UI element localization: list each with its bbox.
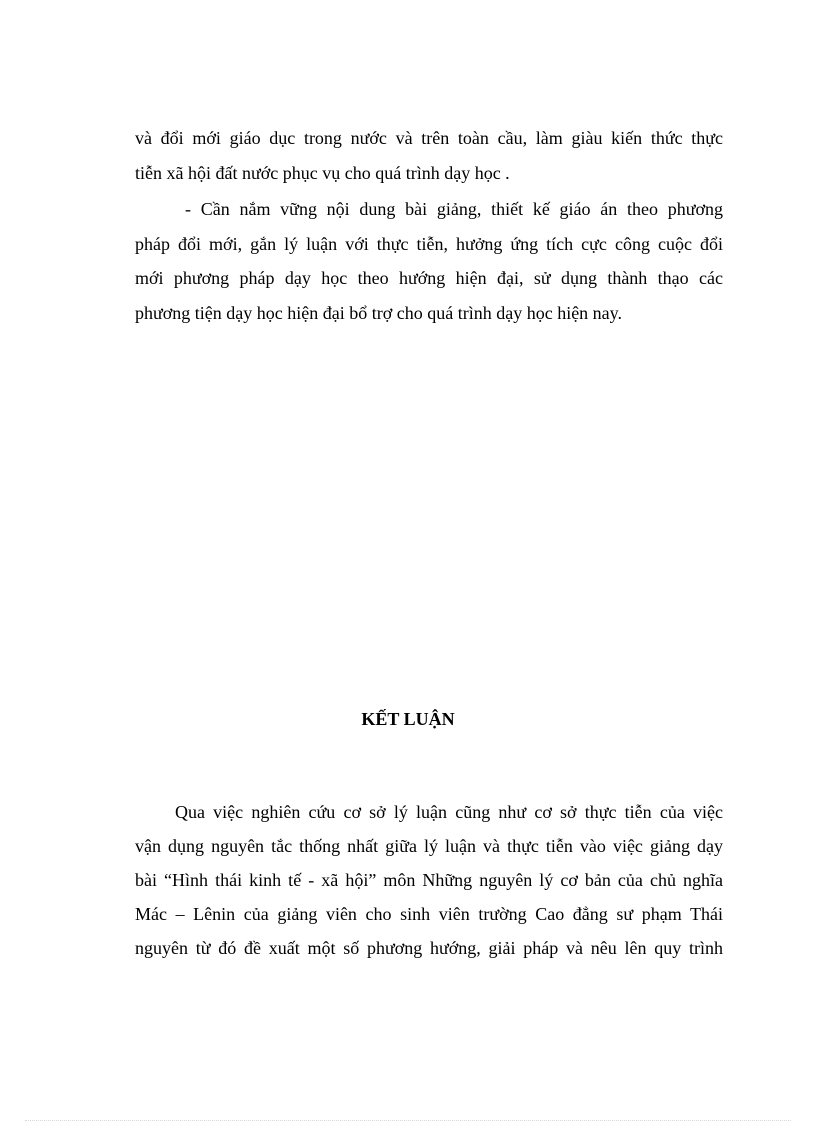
text-line: nguyên từ đó đề xuất một số phương hướng, giải pháp và nêu lên quy trình [135, 938, 723, 958]
text-line: và đổi mới giáo dục trong nước và trên toàn cầu, làm giàu kiến thức thực [135, 128, 723, 148]
text-line: bài “Hình thái kinh tế - xã hội” môn Những nguyên lý cơ bản của chủ nghĩa [135, 870, 723, 890]
text-line: mới phương pháp dạy học theo hướng hiện đại, sử dụng thành thạo các [135, 268, 723, 288]
text-line: Qua việc nghiên cứu cơ sở lý luận cũng như cơ sở thực tiễn của việc [175, 802, 723, 822]
section-heading: KẾT LUẬN [361, 709, 455, 729]
text-line: pháp đổi mới, gắn lý luận với thực tiễn, hưởng ứng tích cực công cuộc đổi [135, 234, 723, 254]
text-line: phương tiện dạy học hiện đại bổ trợ cho quá trình dạy học hiện nay. [135, 303, 623, 323]
text-line: Mác – Lênin của giảng viên cho sinh viên trường Cao đẳng sư phạm Thái [135, 904, 723, 924]
text-line: vận dụng nguyên tắc thống nhất giữa lý luận và thực tiễn vào việc giảng dạy [135, 836, 723, 856]
text-line: - Cần nắm vững nội dung bài giảng, thiết kế giáo án theo phương [185, 199, 723, 219]
text-line: tiễn xã hội đất nước phục vụ cho quá trình dạy học . [135, 163, 510, 183]
page-bottom-divider [25, 1120, 791, 1121]
